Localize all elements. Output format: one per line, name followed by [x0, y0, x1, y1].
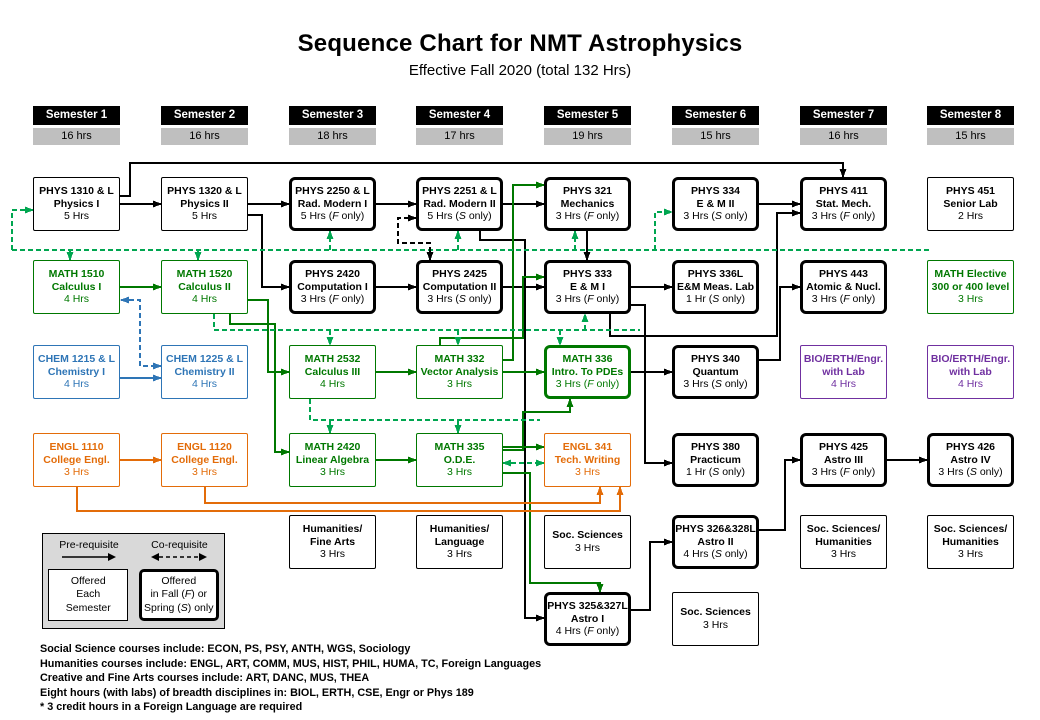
course-line: 3 Hrs	[63, 466, 90, 479]
course-line: Astro I	[570, 612, 605, 625]
course-line: Physics I	[53, 197, 100, 210]
course-line: 3 Hrs (F only)	[811, 210, 876, 223]
course-line: Humanities/	[429, 522, 490, 535]
course-soc2	[672, 592, 759, 646]
course-line: 5 Hrs (S only)	[427, 210, 492, 223]
course-line: MATH 2532	[304, 352, 361, 365]
course-line: with Lab	[822, 365, 865, 378]
legend-box-line: Semester	[65, 601, 111, 614]
course-line: Intro. To PDEs	[551, 365, 624, 378]
course-line: MATH 332	[434, 352, 485, 365]
course-line: Rad. Modern II	[423, 197, 496, 210]
footnote-line: Social Science courses include: ECON, PS, PSY, ANTH, WGS, Sociology	[40, 643, 411, 655]
course-line: 4 Hrs (S only)	[683, 548, 748, 561]
course-line: PHYS 336L	[687, 267, 744, 280]
course-line: PHYS 2250 & L	[295, 184, 370, 197]
course-line: Language	[434, 535, 485, 548]
course-line: Chemistry I	[47, 365, 106, 378]
course-line: Calculus III	[304, 365, 361, 378]
edge-phys325-to-phys326	[631, 542, 672, 610]
course-line: 5 Hrs (F only)	[300, 210, 365, 223]
course-line: MATH Elective	[934, 267, 1007, 280]
semester-hours: 16 hrs	[800, 128, 887, 145]
course-math1510	[33, 260, 120, 314]
course-line: E & M II	[696, 197, 735, 210]
course-line: 4 Hrs	[830, 378, 857, 391]
course-chem1215	[33, 345, 120, 399]
edge-engl1110-to-engl341	[77, 487, 620, 511]
semester-column-4	[416, 106, 503, 145]
course-line: PHYS 2425	[432, 267, 487, 280]
course-math2532	[289, 345, 376, 399]
course-soc1	[544, 515, 631, 569]
course-phys451	[927, 177, 1014, 231]
legend-box-line: Spring (S) only	[144, 601, 214, 614]
course-line: 3 Hrs	[319, 466, 346, 479]
semester-hours: 15 hrs	[927, 128, 1014, 145]
course-phys443	[800, 260, 887, 314]
course-line: 3 Hrs (F only)	[555, 210, 620, 223]
course-hum_lang	[416, 515, 503, 569]
legend-box-line: Offered	[70, 575, 106, 588]
course-line: MATH 1520	[176, 267, 233, 280]
legend-box-line: Each	[76, 588, 101, 601]
semester-label: Semester 5	[544, 106, 631, 125]
course-phys325	[544, 592, 631, 646]
course-mathelec	[927, 260, 1014, 314]
semester-hours: 19 hrs	[544, 128, 631, 145]
course-line: Chemistry II	[174, 365, 235, 378]
course-line: PHYS 321	[562, 184, 613, 197]
edge-coreq-bus-1-to-phys334	[655, 212, 672, 250]
course-line: Stat. Mech.	[815, 197, 872, 210]
course-line: Calculus I	[51, 280, 102, 293]
course-math1520	[161, 260, 248, 314]
course-line: PHYS 443	[818, 267, 869, 280]
course-line: Soc. Sciences/	[806, 522, 881, 535]
course-line: PHYS 1320 & L	[167, 184, 242, 197]
edge-phys326-to-phys425	[759, 460, 800, 530]
legend-box-line: in Fall (F) or	[150, 588, 208, 601]
course-line: Fine Arts	[309, 535, 356, 548]
course-line: Senior Lab	[943, 197, 998, 210]
course-line: College Engl.	[171, 453, 238, 466]
course-phys2420	[289, 260, 376, 314]
course-line: 4 Hrs (F only)	[555, 625, 620, 638]
course-line: PHYS 340	[690, 352, 741, 365]
course-line: PHYS 380	[690, 440, 741, 453]
semester-label: Semester 1	[33, 106, 120, 125]
edge-math332-to-phys321	[503, 185, 544, 360]
course-engl341	[544, 433, 631, 487]
edge-coreq-bus-3-to-span	[310, 399, 540, 420]
course-line: PHYS 2251 & L	[422, 184, 497, 197]
course-bio1	[800, 345, 887, 399]
course-phys2425	[416, 260, 503, 314]
course-hum_fine	[289, 515, 376, 569]
course-line: Atomic & Nucl.	[806, 280, 881, 293]
course-line: Practicum	[690, 453, 741, 466]
course-line: Tech. Writing	[554, 453, 621, 466]
prerequisite-label: Pre-requisite	[59, 539, 119, 551]
semester-column-8	[927, 106, 1014, 145]
course-line: Soc. Sciences	[552, 529, 623, 542]
course-math336	[544, 345, 631, 399]
course-line: 3 Hrs (F only)	[811, 293, 876, 306]
edge-engl1120-to-engl341	[205, 487, 600, 503]
course-line: ENGL 1120	[177, 440, 232, 453]
course-chem1225	[161, 345, 248, 399]
course-line: PHYS 451	[945, 184, 996, 197]
legend-offered-fall-spring-box	[139, 569, 219, 621]
footnote-line: Creative and Fine Arts courses include: ART, DANC, MUS, THEA	[40, 672, 370, 684]
course-line: Humanities	[942, 535, 999, 548]
course-line: 3 Hrs (S only)	[683, 210, 748, 223]
course-line: 3 Hrs (F only)	[555, 378, 620, 391]
course-line: MATH 336	[562, 352, 613, 365]
semester-hours: 16 hrs	[161, 128, 248, 145]
course-line: with Lab	[949, 365, 992, 378]
edge-math1510-to-chem1225	[121, 300, 161, 366]
semester-column-3	[289, 106, 376, 145]
edge-coreq-bus-1-to-phys1310	[12, 210, 33, 250]
corequisite-label: Co-requisite	[151, 539, 208, 551]
course-line: CHEM 1225 & L	[165, 352, 244, 365]
footnote-line: * 3 credit hours in a Foreign Language are required	[40, 701, 303, 713]
course-math335	[416, 433, 503, 487]
course-line: PHYS 425	[818, 440, 869, 453]
course-phys1310	[33, 177, 120, 231]
course-line: 3 Hrs (S only)	[683, 378, 748, 391]
course-line: 3 Hrs (S only)	[938, 466, 1003, 479]
course-line: 3 Hrs	[702, 619, 729, 631]
course-line: MATH 335	[434, 440, 485, 453]
course-line: PHYS 334	[690, 184, 741, 197]
course-line: 4 Hrs	[319, 378, 346, 391]
course-line: MATH 1510	[48, 267, 105, 280]
footnotes	[40, 642, 541, 715]
page-title: Sequence Chart for NMT Astrophysics	[297, 30, 743, 57]
course-line: 4 Hrs	[191, 293, 218, 306]
course-phys340	[672, 345, 759, 399]
course-phys336L	[672, 260, 759, 314]
semester-label: Semester 6	[672, 106, 759, 125]
course-line: PHYS 411	[819, 184, 868, 197]
course-line: 3 Hrs (F only)	[555, 293, 620, 306]
course-engl1120	[161, 433, 248, 487]
course-line: Humanities	[815, 535, 872, 548]
course-phys425	[800, 433, 887, 487]
course-line: 3 Hrs	[319, 548, 346, 561]
course-math332	[416, 345, 503, 399]
course-line: Physics II	[180, 197, 229, 210]
legend-offered-each-box	[48, 569, 128, 621]
corequisite-arrow-icon	[149, 552, 209, 565]
course-line: Astro III	[823, 453, 864, 466]
course-line: BIO/ERTH/Engr.	[803, 352, 884, 365]
semester-hours: 18 hrs	[289, 128, 376, 145]
course-phys1320	[161, 177, 248, 231]
course-line: 2 Hrs	[957, 210, 984, 223]
course-line: Calculus II	[178, 280, 231, 293]
course-line: 3 Hrs (F only)	[811, 466, 876, 479]
course-line: 3 Hrs	[830, 548, 857, 561]
course-line: PHYS 2420	[305, 267, 360, 280]
edge-math1520-to-math2532	[248, 300, 289, 372]
course-line: 3 Hrs (S only)	[427, 293, 492, 306]
edge-coreq-bus-2-to-span	[214, 314, 640, 330]
course-line: Soc. Sciences/	[933, 522, 1008, 535]
course-line: PHYS 326&328L	[675, 522, 756, 535]
course-line: 4 Hrs	[957, 378, 984, 391]
edge-phys1320-to-phys2420	[248, 215, 289, 287]
semester-label: Semester 3	[289, 106, 376, 125]
semester-label: Semester 2	[161, 106, 248, 125]
course-line: Vector Analysis	[420, 365, 499, 378]
course-line: Rad. Modern I	[297, 197, 368, 210]
footnote-line: Eight hours (with labs) of breadth disciplines in: BIOL, ERTH, CSE, Engr or Phys 189	[40, 686, 474, 699]
course-sochum1	[800, 515, 887, 569]
course-math2420	[289, 433, 376, 487]
course-line: 3 Hrs	[957, 548, 984, 561]
course-line: 3 Hrs	[446, 378, 473, 391]
course-line: Computation II	[422, 280, 497, 293]
course-line: CHEM 1215 & L	[37, 352, 116, 365]
course-line: 3 Hrs	[446, 548, 473, 561]
course-line: 1 Hr (S only)	[686, 293, 745, 306]
course-line: 300 or 400 level	[931, 280, 1010, 293]
course-line: Linear Algebra	[295, 453, 370, 466]
edge-phys340-to-phys443	[759, 287, 800, 360]
course-line: 3 Hrs	[446, 466, 473, 479]
course-line: PHYS 1310 & L	[39, 184, 114, 197]
course-line: Mechanics	[560, 197, 615, 210]
course-line: College Engl.	[43, 453, 110, 466]
course-line: 3 Hrs	[957, 293, 984, 306]
chart-header	[0, 30, 1040, 79]
course-phys426	[927, 433, 1014, 487]
course-line: ENGL 1110	[49, 440, 104, 453]
semester-label: Semester 8	[927, 106, 1014, 125]
course-line: 4 Hrs	[63, 378, 90, 391]
semester-hours: 17 hrs	[416, 128, 503, 145]
course-line: Quantum	[692, 365, 739, 378]
semester-hours: 16 hrs	[33, 128, 120, 145]
course-line: MATH 2420	[304, 440, 361, 453]
course-phys334	[672, 177, 759, 231]
course-phys380	[672, 433, 759, 487]
course-line: Computation I	[297, 280, 368, 293]
course-sochum2	[927, 515, 1014, 569]
course-line: 5 Hrs	[191, 210, 218, 223]
semester-label: Semester 4	[416, 106, 503, 125]
footnote-line: Humanities courses include: ENGL, ART, COMM, MUS, HIST, PHIL, HUMA, TC, Foreign Languages	[40, 657, 542, 670]
edge-phys333-to-phys380	[631, 305, 672, 463]
course-line: 3 Hrs (F only)	[300, 293, 365, 306]
course-line: 4 Hrs	[63, 293, 90, 306]
course-line: PHYS 426	[945, 440, 996, 453]
course-line: Humanities/	[302, 522, 363, 535]
legend	[42, 533, 225, 629]
course-line: Astro IV	[950, 453, 991, 466]
course-line: E&M Meas. Lab	[676, 280, 755, 293]
semester-hours: 15 hrs	[672, 128, 759, 145]
course-line: 3 Hrs	[574, 542, 601, 554]
course-line: PHYS 333	[562, 267, 613, 280]
course-line: BIO/ERTH/Engr.	[930, 352, 1011, 365]
course-line: 3 Hrs	[191, 466, 218, 479]
course-phys321	[544, 177, 631, 231]
semester-label: Semester 7	[800, 106, 887, 125]
course-line: Astro II	[697, 535, 734, 548]
course-line: 4 Hrs	[191, 378, 218, 391]
course-engl1110	[33, 433, 120, 487]
page-subtitle: Effective Fall 2020 (total 132 Hrs)	[408, 62, 632, 79]
course-line: E & M I	[569, 280, 605, 293]
course-phys2251	[416, 177, 503, 231]
course-phys333	[544, 260, 631, 314]
prerequisite-arrow-icon	[58, 552, 118, 565]
semester-column-6	[672, 106, 759, 145]
course-line: 5 Hrs	[63, 210, 90, 223]
course-line: Soc. Sciences	[680, 606, 751, 619]
course-line: O.D.E.	[443, 453, 476, 466]
semester-column-2	[161, 106, 248, 145]
course-line: ENGL 341	[562, 440, 613, 453]
semester-column-7	[800, 106, 887, 145]
course-phys411	[800, 177, 887, 231]
course-line: 3 Hrs	[574, 466, 601, 479]
course-phys2250	[289, 177, 376, 231]
semester-column-5	[544, 106, 631, 145]
course-line: 1 Hr (S only)	[686, 466, 745, 479]
course-bio2	[927, 345, 1014, 399]
semester-column-1	[33, 106, 120, 145]
course-phys326	[672, 515, 759, 569]
course-line: PHYS 325&327L	[547, 599, 628, 612]
legend-box-line: Offered	[161, 575, 197, 588]
